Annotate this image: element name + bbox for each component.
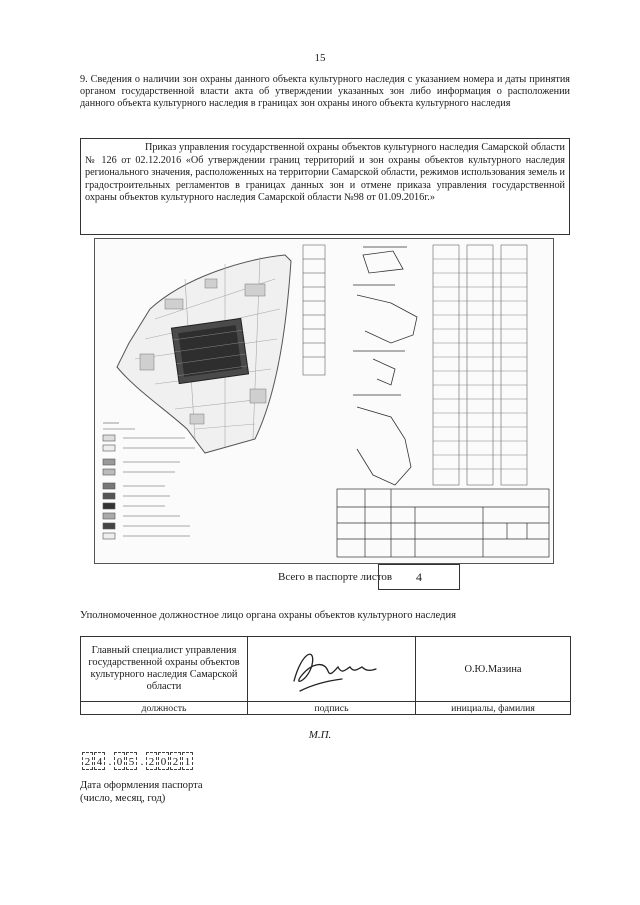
date-year-digit: 1 (182, 752, 193, 770)
date-separator: . (108, 753, 112, 768)
date-month-digit: 0 (114, 752, 125, 770)
seal-label: М.П. (308, 729, 332, 741)
signature-cell (248, 637, 416, 702)
date-year-digit: 0 (158, 752, 169, 770)
caption-initials: инициалы, фамилия (416, 702, 571, 715)
signature-table (80, 636, 571, 715)
order-text: Приказ управления государственной охраны объектов культурного наследия Самарской области № 126 от 02.12.2016 «Об утверждении границ территорий и зон охраны объектов культурного наследия регионального значения, расположенных на территории Самарской области, режимов использования земель и градостроительных регламентов в границах данных зон и отмене приказа управления государственной охраны объектов культурного наследия Самарской области №98 от 01.09.2016г.» (85, 142, 565, 204)
authority-line: Уполномоченное должностное лицо органа охраны объектов культурного наследия (80, 610, 456, 621)
date-month-digit: 5 (126, 752, 137, 770)
caption-position: должность (81, 702, 248, 715)
date-year-digit: 2 (146, 752, 157, 770)
position-text: Главный специалист управления государственной охраны объектов культурного наследия Самарской области (88, 645, 240, 692)
order-text-box (80, 138, 570, 235)
sheets-count-label: Всего в паспорте листов (278, 571, 393, 583)
protection-zone-map (94, 238, 554, 564)
map-coordinate-tables (303, 245, 527, 485)
date-label-line2: (число, месяц, год) (80, 793, 166, 804)
date-label (80, 779, 203, 805)
map-legend (103, 423, 195, 539)
map-title-block (337, 489, 549, 557)
date-day-digit: 2 (82, 752, 93, 770)
date-day-digit: 4 (94, 752, 105, 770)
date-digits (82, 750, 194, 772)
date-separator: . (140, 753, 144, 768)
handwritten-signature (272, 641, 392, 695)
caption-signature: подпись (248, 702, 416, 715)
date-year-digit: 2 (170, 752, 181, 770)
initials-cell: О.Ю.Мазина (416, 637, 571, 702)
sheets-count-value: 4 (378, 564, 460, 590)
page-number: 15 (314, 52, 326, 64)
section-heading: 9. Сведения о наличии зон охраны данного объекта культурного наследия с указанием номера и даты принятия органом государственной власти акта об утверждении указанных зон либо информация о расположении данного объекта культурного наследия в границах зон охраны иного объекта культурного наследия (80, 74, 570, 109)
position-cell (81, 637, 248, 702)
date-label-line1: Дата оформления паспорта (80, 780, 203, 791)
map-coordinate-schemes (353, 247, 417, 485)
